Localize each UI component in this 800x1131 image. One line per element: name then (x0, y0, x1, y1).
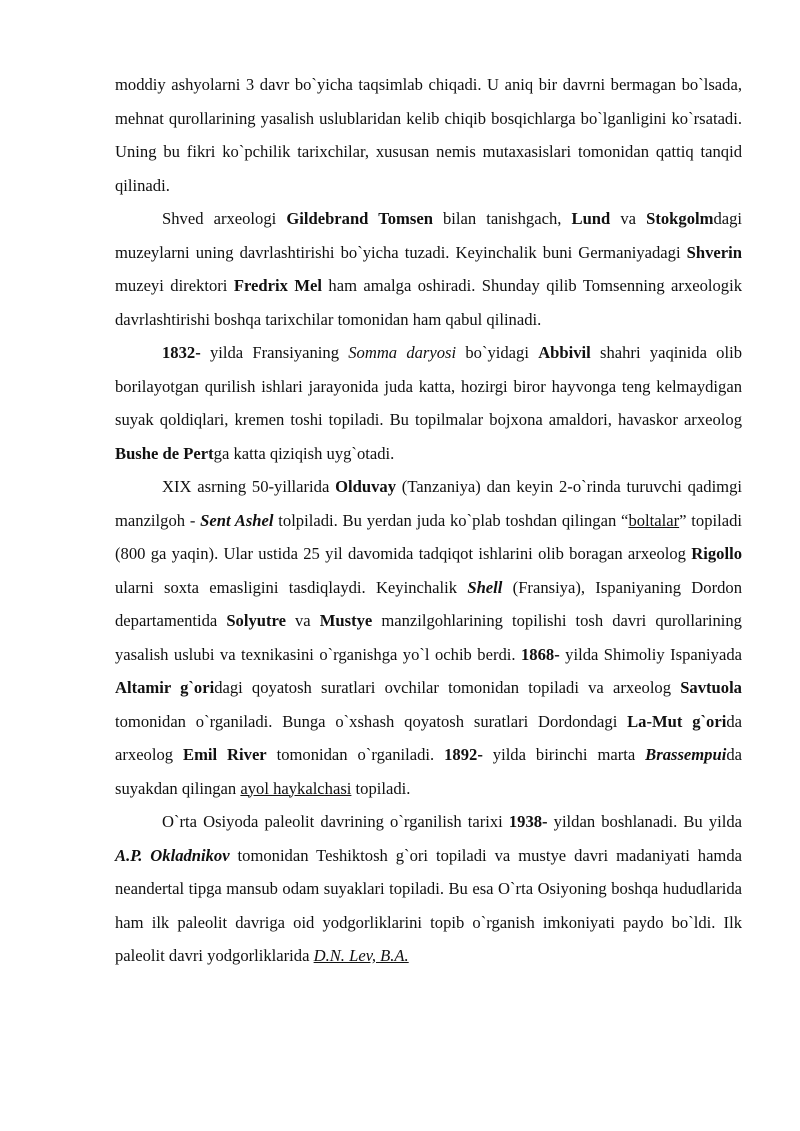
text-run: yilda Shimoliy Ispaniyada (559, 644, 742, 664)
text-run: tomonidan Teshiktosh g`ori topiladi va mustye davri madaniyati hamda neandertal tipga mansub odam suyaklari topiladi. Bu esa O`rta Osiyoning boshqa hududlarida ham ilk paleolit davriga oid yodgorliklarini topib o`rganish imkoniyati paydo bo`ldi. Ilk paleolit davri yodgorliklarida (115, 845, 743, 965)
text-run: ularni soxta emasligini tasdiqlaydi. Keyinchalik (115, 577, 468, 597)
bold-term: 1938- (508, 812, 548, 831)
paragraph (115, 68, 742, 202)
text-run: va (610, 209, 647, 228)
text-run: ham amalga oshiradi. Shunday qilib Tomsenning arxeologik davrlashtirishi boshqa tarixchilar tomonidan ham qabul qilinadi. (115, 276, 743, 329)
bold-term: 1832- (162, 343, 201, 362)
bold-term: Shverin (686, 242, 742, 262)
text-run: (Fransiya), Ispaniyaning Dordon departamentida (115, 577, 742, 630)
bold-term: Olduvay (335, 477, 397, 496)
text-run: topiladi. (351, 778, 411, 798)
paragraph (115, 202, 742, 336)
text-run: va (285, 611, 320, 630)
text-run: O`rta Osiyoda paleolit davrining o`rganilish tarixi (162, 812, 509, 831)
bold-term: Gildebrand Tomsen (286, 209, 433, 228)
paragraph (115, 470, 742, 805)
text-run: XIX asrning 50-yillarida (162, 477, 336, 496)
text-run: dagi muzeylarni uning davrlashtirishi bo`yicha tuzadi. Keyinchalik buni Germaniyadagi (115, 209, 743, 262)
text-run: (Tanzaniya) dan keyin 2-o`rinda turuvchi qadimgi manzilgoh - (115, 477, 742, 530)
bold-term: Savtuola (680, 678, 742, 697)
bold-term: Fredrix Mel (233, 276, 322, 295)
bold-term: Stokgolm (646, 209, 714, 228)
underlined-term: boltalar (628, 510, 680, 530)
text-run: da arxeolog (115, 711, 742, 764)
text-run: tomonidan o`rganiladi. (266, 745, 445, 764)
text-run: bilan tanishgach, (432, 209, 572, 228)
italic-term-underlined: D.N. Lev, B.A. (313, 946, 409, 965)
text-run: tomonidan o`rganiladi. Bunga o`xshash qoyatosh suratlari Dordondagi (115, 711, 628, 731)
text-run: yilda Fransiyaning (200, 343, 349, 362)
text-run: manzilgohlarining topilishi tosh davri qurollarining yasalish uslubi va texnikasini o`rganishga yo`l ochib berdi. (115, 611, 742, 664)
bold-term: 1892- (444, 745, 483, 764)
bold-italic-term: Brassempui (645, 745, 727, 764)
bold-term: 1868- (521, 644, 560, 664)
text-run: bo`yidagi (456, 343, 539, 362)
text-run: dagi qoyatosh suratlari ovchilar tomonidan topiladi va arxeolog (214, 678, 681, 697)
text-run: da suyakdan qilingan (115, 745, 742, 798)
bold-term: Mustye (319, 611, 373, 630)
bold-term: La-Mut g`ori (627, 711, 727, 731)
text-run: yildan boshlanadi. Bu yilda (547, 812, 742, 831)
bold-term: Emil River (183, 745, 267, 764)
bold-term: Rigollo (691, 544, 742, 563)
bold-italic-term: Shell (467, 577, 503, 597)
text-run: moddiy ashyolarni 3 davr bo`yicha taqsimlab chiqadi. U aniq bir davrni bermagan bo`lsada, mehnat qurollarining yasalish uslublaridan kelib chiqib bosqichlarga bo`lganligini ko`rsatadi. Uning bu fikri ko`pchilik tarixchilar, xususan nemis mutaxasislari tomonidan qattiq tanqid qilinadi. (115, 75, 742, 195)
bold-term: Abbivil (538, 343, 591, 362)
bold-italic-term: A.P. Okladnikov (115, 845, 230, 865)
paragraph (115, 336, 742, 470)
bold-term: Bushe de Pert (115, 443, 214, 463)
text-run: ” topiladi (800 ga yaqin). Ular ustida 25 yil davomida tadqiqot ishlarini olib boragan arxeolog (115, 510, 742, 563)
bold-italic-term: Sent Ashel (200, 510, 274, 530)
text-run: shahri yaqinida olib borilayotgan qurilish ishlari jarayonida juda katta, hozirgi biror hayvonga teng kelmaydigan suyak qoldiqlari, kremen toshi topiladi. Bu topilmalar bojxona amaldori, havaskor arxeolog (115, 343, 742, 429)
text-run: ga katta qiziqish uyg`otadi. (213, 443, 395, 463)
bold-term: Solyutre (226, 611, 286, 630)
text-run: Shved arxeologi (162, 209, 287, 228)
bold-term: Lund (571, 209, 611, 228)
italic-term: Somma daryosi (348, 343, 457, 362)
text-run: yilda birinchi marta (482, 745, 646, 764)
bold-term: Altamir g`ori (115, 678, 215, 697)
underlined-term: ayol haykalchasi (240, 778, 352, 798)
text-run: tolpiladi. Bu yerdan juda ko`plab toshdan qilingan “ (273, 510, 629, 530)
text-run: muzeyi direktori (115, 276, 234, 295)
document-body (115, 68, 742, 973)
paragraph (115, 805, 742, 973)
